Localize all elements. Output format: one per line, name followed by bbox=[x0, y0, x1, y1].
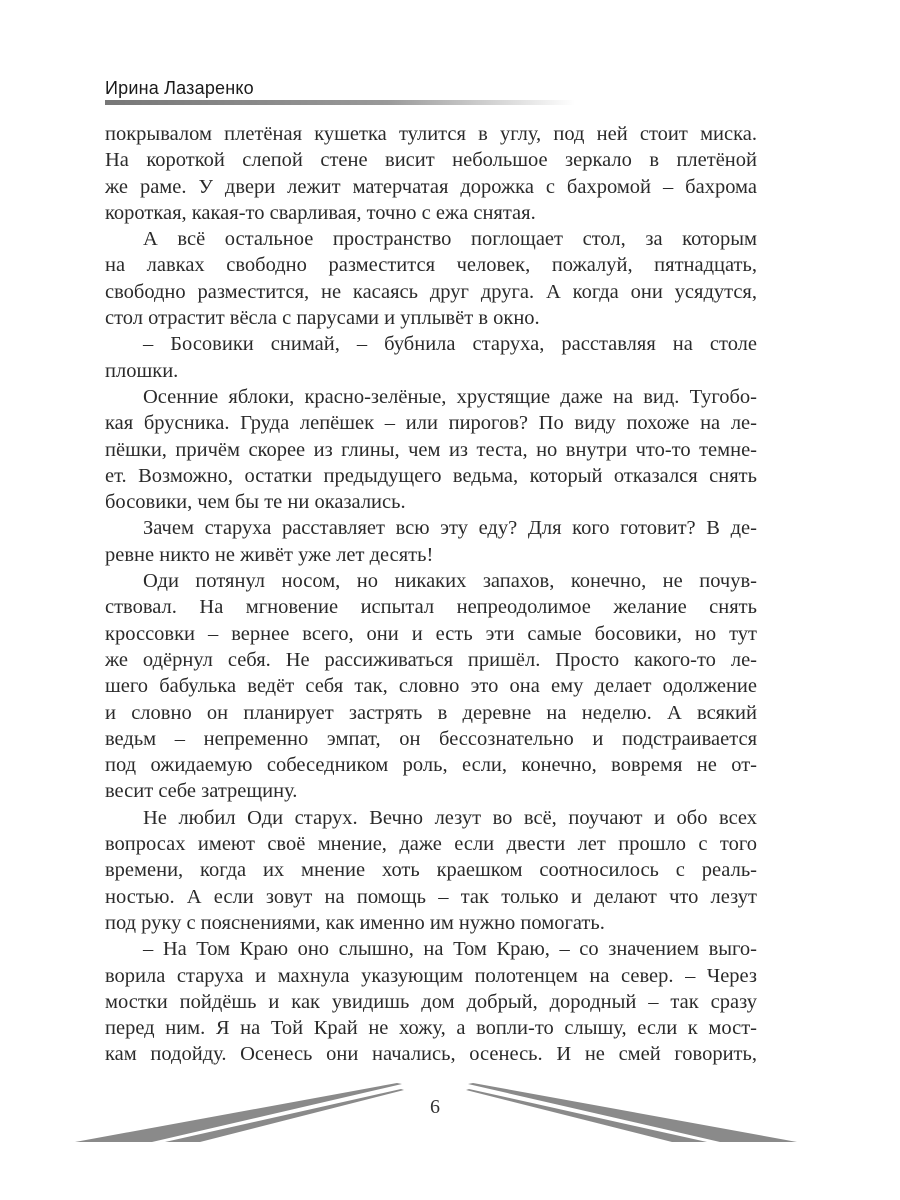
text-line: покрывалом плетёная кушетка тулится в углу, под ней стоит миска. bbox=[105, 123, 757, 145]
text-line: ворила старуха и махнула указующим полотенцем на север. – Через bbox=[105, 964, 757, 987]
text-line: под руку с пояснениями, как именно им нужно помогать. bbox=[105, 911, 605, 934]
text-line: кроссовки – вернее всего, они и есть эти самые босовики, но тут bbox=[105, 622, 757, 645]
text-line: же одёрнул себя. Не рассиживаться пришёл. Просто какого-то ле- bbox=[105, 648, 757, 671]
text-line: ведьм – непременно эмпат, он бессознательно и подстраивается bbox=[105, 727, 757, 750]
text-line: Не любил Оди старух. Вечно лезут во всё, поучают и обо всех bbox=[143, 806, 757, 829]
text-line: шего бабулька ведёт себя так, словно это она ему делает одолжение bbox=[105, 675, 757, 698]
text-line: ет. Возможно, остатки предыдущего ведьма, который отказался снять bbox=[105, 464, 757, 487]
text-line: – На Том Краю оно слышно, на Том Краю, – со значением выго- bbox=[143, 938, 757, 961]
text-line: свободно разместится, не касаясь друг друга. А когда они усядутся, bbox=[105, 280, 757, 303]
text-line: под ожидаемую собеседником роль, если, конечно, вовремя не от- bbox=[105, 754, 757, 777]
text-line: и словно он планирует застрять в деревне на неделю. А всякий bbox=[105, 701, 757, 724]
text-line: ностью. А если зовут на помощь – так только и делают что лезут bbox=[105, 885, 757, 908]
text-line: А всё остальное пространство поглощает стол, за которым bbox=[143, 228, 757, 251]
text-line: Зачем старуха расставляет всю эту еду? Для кого готовит? В де- bbox=[143, 517, 757, 540]
text-line: весит себе затрещину. bbox=[105, 780, 298, 803]
text-line: же раме. У двери лежит матерчатая дорожка с бахромой – бахрома bbox=[105, 175, 757, 198]
text-line: короткая, какая-то сварливая, точно с ежа снятая. bbox=[105, 201, 536, 224]
text-line: плошки. bbox=[105, 359, 179, 382]
text-line: На короткой слепой стене висит небольшое зеркало в плетёной bbox=[105, 149, 757, 172]
text-line: времени, когда их мнение хоть краешком соотносилось с реаль- bbox=[105, 859, 757, 882]
text-line: ствовал. На мгновение испытал непреодолимое желание снять bbox=[105, 596, 757, 619]
text-line: перед ним. Я на Той Край не хожу, а вопли-то слышу, если к мост- bbox=[105, 1017, 757, 1040]
text-line: Оди потянул носом, но никаких запахов, конечно, не почув- bbox=[143, 570, 757, 593]
text-line: босовики, чем бы те ни оказались. bbox=[105, 491, 406, 514]
text-line: мостки пойдёшь и как увидишь дом добрый, дородный – так сразу bbox=[105, 990, 757, 1013]
text-line: – Босовики снимай, – бубнила старуха, расставляя на столе bbox=[143, 333, 757, 356]
text-line: Осенние яблоки, красно-зелёные, хрустящие даже на вид. Тугобо- bbox=[143, 385, 757, 408]
text-line: кая брусника. Груда лепёшек – или пирогов? По виду похоже на ле- bbox=[105, 412, 757, 435]
text-line: ревне никто не живёт уже лет десять! bbox=[105, 543, 434, 566]
text-line: кам подойду. Осенесь они начались, осенесь. И не смей говорить, bbox=[105, 1043, 757, 1066]
page-number: 6 bbox=[430, 1096, 440, 1118]
running-header-author: Ирина Лазаренко bbox=[105, 78, 254, 98]
text-line: стол отрастит вёсла с парусами и уплывёт в окно. bbox=[105, 307, 540, 330]
text-line: пёшки, причём скорее из глины, чем из теста, но внутри что-то темне- bbox=[105, 438, 757, 461]
text-line: вопросах имеют своё мнение, даже если двести лет прошло с того bbox=[105, 833, 757, 856]
text-line: на лавках свободно разместится человек, пожалуй, пятнадцать, bbox=[105, 254, 757, 277]
